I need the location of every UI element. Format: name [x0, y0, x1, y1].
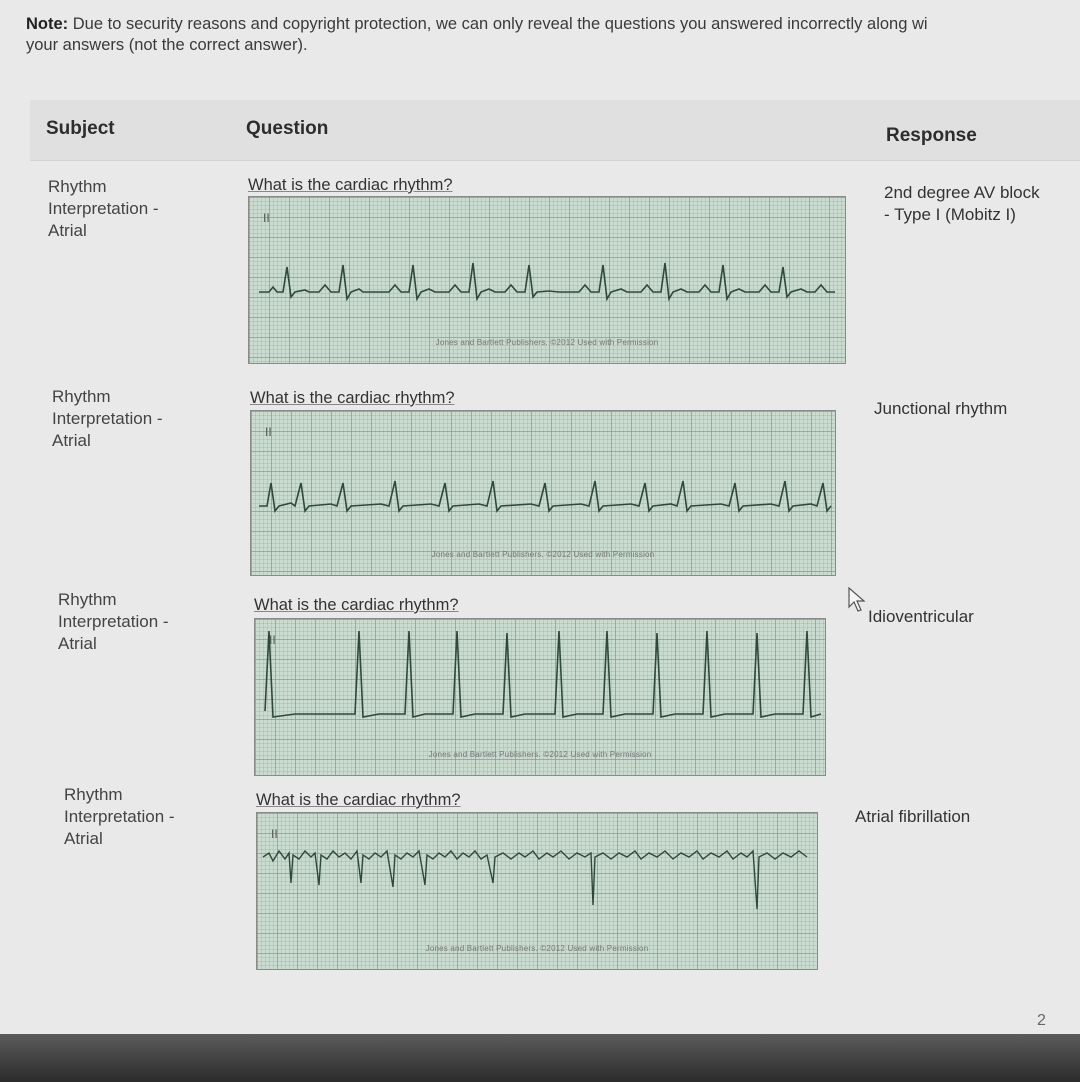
question-text: What is the cardiac rhythm?: [254, 596, 459, 614]
table-header: [30, 100, 1080, 161]
header-response: Response: [886, 125, 977, 146]
response-line: - Type I (Mobitz I): [884, 205, 1016, 224]
question-text: What is the cardiac rhythm?: [256, 791, 461, 809]
ecg-strip-image: [254, 618, 826, 776]
row-subject: [52, 386, 163, 452]
subject-line: Atrial: [48, 221, 87, 240]
ecg-strip-image: [256, 812, 818, 970]
question-text: What is the cardiac rhythm?: [248, 176, 453, 194]
note-text-line2: your answers (not the correct answer).: [26, 36, 308, 54]
response-text: [868, 606, 974, 628]
note-label: Note:: [26, 15, 69, 33]
response-text: [855, 806, 970, 828]
monitor-bezel: [0, 1034, 1080, 1082]
page-number: 2: [1037, 1012, 1046, 1029]
response-line: 2nd degree AV block: [884, 183, 1040, 202]
header-subject: Subject: [46, 118, 115, 139]
lead-label: II: [265, 425, 272, 439]
response-line: Idioventricular: [868, 607, 974, 626]
ecg-strip-image: [250, 410, 836, 576]
response-text: [884, 182, 1040, 226]
copyright-credit: Jones and Bartlett Publishers. ©2012 Used with Permission: [431, 550, 655, 559]
subject-line: Atrial: [64, 829, 103, 848]
subject-line: Rhythm: [52, 387, 111, 406]
copyright-credit: Jones and Bartlett Publishers. ©2012 Used with Permission: [428, 750, 652, 759]
lead-label: II: [263, 211, 270, 225]
subject-line: Rhythm: [48, 177, 107, 196]
subject-line: Interpretation -: [52, 409, 163, 428]
lead-label: II: [271, 827, 278, 841]
row-subject: [48, 176, 159, 242]
note-text: Due to security reasons and copyright protection, we can only reveal the questions you answered incorrectly along wi: [72, 15, 928, 33]
subject-line: Rhythm: [58, 590, 117, 609]
question-text: What is the cardiac rhythm?: [250, 389, 455, 407]
mouse-pointer-icon: [848, 587, 866, 613]
lead-label: II: [269, 633, 276, 647]
subject-line: Rhythm: [64, 785, 123, 804]
copyright-credit: Jones and Bartlett Publishers. ©2012 Used with Permission: [435, 338, 659, 347]
subject-line: Interpretation -: [58, 612, 169, 631]
response-line: Junctional rhythm: [874, 399, 1008, 418]
copyright-credit: Jones and Bartlett Publishers. ©2012 Used with Permission: [425, 944, 649, 953]
subject-line: Interpretation -: [64, 807, 175, 826]
subject-line: Interpretation -: [48, 199, 159, 218]
response-line: Atrial fibrillation: [855, 807, 971, 826]
row-subject: [58, 589, 169, 655]
header-question: Question: [246, 118, 329, 139]
response-text: [874, 398, 1007, 420]
subject-line: Atrial: [52, 431, 91, 450]
row-subject: [64, 784, 175, 850]
ecg-strip-image: [248, 196, 846, 364]
security-note: [26, 14, 1080, 56]
subject-line: Atrial: [58, 634, 97, 653]
